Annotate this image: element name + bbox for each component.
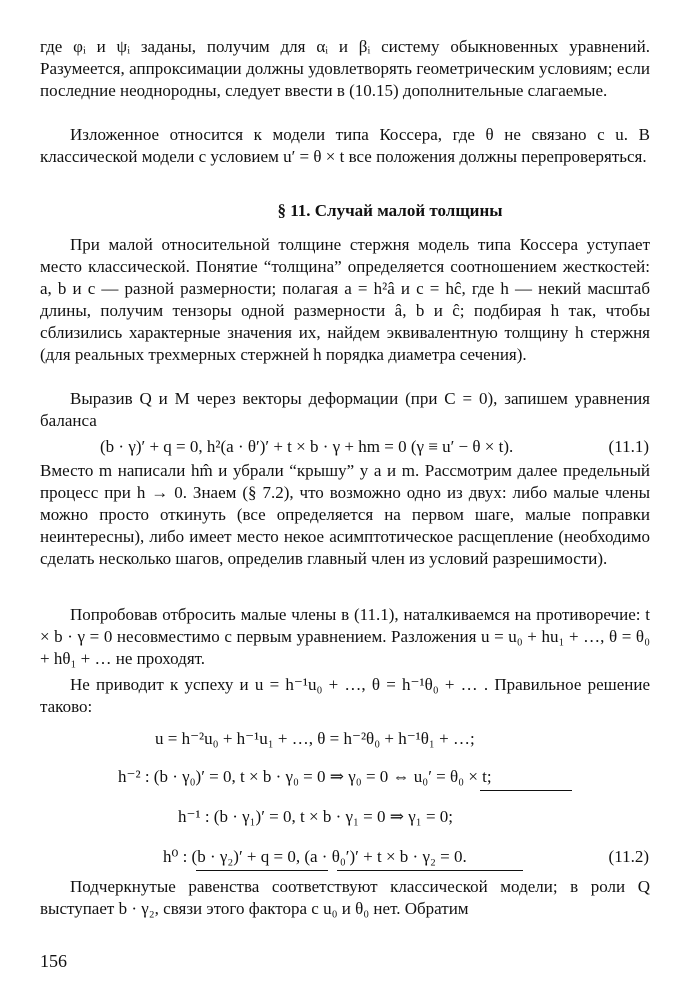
- equation-order-minus-2: h⁻² : (b · γ₀)′ = 0, t × b · γ₀ = 0 ⇒ γ₀ = 0 ⇔ u₀′ = θ₀ × t;: [118, 767, 492, 786]
- paragraph-8: Подчеркнутые равенства соответствуют классической модели; в роли Q выступает b · γ₂, связи этого фактора с u₀ и θ₀ нет. Обратим: [40, 877, 650, 918]
- section-heading: § 11. Случай малой толщины: [277, 201, 503, 220]
- paragraph-1: где φᵢ и ψᵢ заданы, получим для αᵢ и βᵢ систему обыкновенных уравнений. Разумеется, аппроксимации должны удовлетворять геометрическим условиям; если последние неоднородны, следует ввести в (10.15) дополнительные слагаемые.: [40, 37, 650, 100]
- equation-11-2-number: (11.2): [608, 847, 649, 866]
- paragraph-6: Попробовав отбросить малые члены в (11.1), наталкиваемся на противоречие: t × b · γ = 0 несовместимо с первым уравнением. Разложения u = u₀ + hu₁ + …, θ = θ₀ + hθ₁ + … не проходят.: [40, 605, 650, 668]
- paragraph-4: Выразив Q и M через векторы деформации (при C = 0), запишем уравнения баланса: [40, 389, 650, 430]
- equation-expansion: u = h⁻²u₀ + h⁻¹u₁ + …, θ = h⁻²θ₀ + h⁻¹θ₁ + …;: [155, 729, 475, 748]
- equation-order-minus-1: h⁻¹ : (b · γ₁)′ = 0, t × b · γ₁ = 0 ⇒ γ₁ = 0;: [178, 807, 454, 826]
- paragraph-5: Вместо m написали hm̂ и убрали “крышу” у a и m. Рассмотрим далее предельный процесс при h → 0. Знаем (§ 7.2), что возможно одно из двух: либо малые члены можно просто откинуть (все определяется на первом шаге, малые поправки неинтересны), либо имеет место некое асимптотическое расщепление (необходимо сделать несколько шагов, определив главный член из условий разрешимости).: [40, 461, 650, 568]
- paragraph-7: Не приводит к успеху и u = h⁻¹u₀ + …, θ = h⁻¹θ₀ + … . Правильное решение таково:: [40, 675, 650, 716]
- equation-11-1-number: (11.1): [608, 437, 649, 456]
- underline-1: [480, 790, 572, 791]
- page-number: 156: [40, 951, 67, 971]
- underline-3: [337, 870, 523, 871]
- underline-2: [196, 870, 328, 871]
- paragraph-3: При малой относительной толщине стержня модель типа Коссера уступает место классической. Понятие “толщина” определяется соотношением жесткостей: a, b и c — разной размерности; полагая a = h²â и c = hĉ, где h — некий масштаб длины, получим тензоры одной размерности â, b и ĉ; подбирая h так, чтобы сблизились характерные значения их, найдем эквивалентную толщину h стержня (для реальных трехмерных стержней h порядка диаметра сечения).: [40, 235, 650, 364]
- paragraph-2: Изложенное относится к модели типа Коссера, где θ не связано с u. В классической модели с условием u′ = θ × t все положения должны перепроверяться.: [40, 125, 650, 166]
- equation-order-0: h⁰ : (b · γ₂)′ + q = 0, (a · θ₀′)′ + t × b · γ₂ = 0.: [163, 847, 467, 866]
- equation-11-1: (b · γ)′ + q = 0, h²(a · θ′)′ + t × b · γ + hm = 0 (γ ≡ u′ − θ × t).: [100, 437, 514, 456]
